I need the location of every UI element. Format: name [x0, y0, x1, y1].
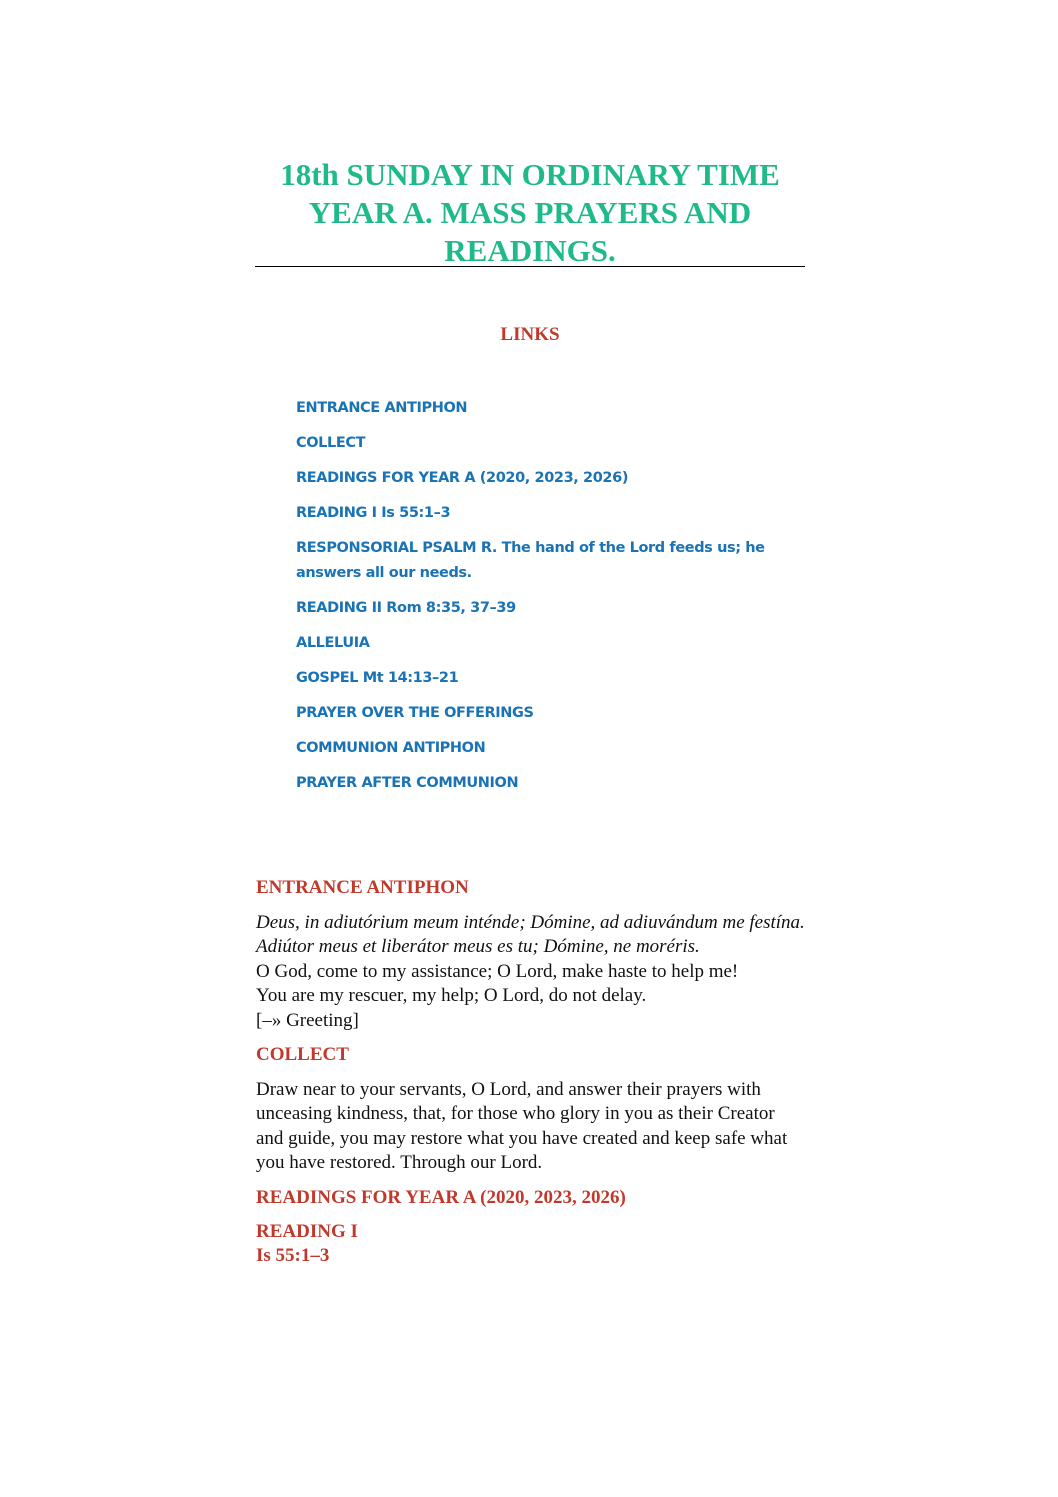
list-item: [296, 596, 796, 621]
link-reading-1[interactable]: READING I Is 55:1–3: [296, 505, 451, 521]
list-item: [296, 466, 796, 491]
reading-1-reference: Is 55:1–3: [256, 1245, 330, 1266]
collect-text: Draw near to your servants, O Lord, and answer their prayers with unceasing kindness, that, for those who glory in you as their Creator and guide, you may restore what you have created and keep safe what you have restored. Through our Lord.: [256, 1078, 788, 1173]
document-body: [256, 876, 806, 1278]
links-heading: LINKS: [500, 324, 560, 345]
list-item: [296, 536, 796, 586]
entrance-antiphon-text: [256, 911, 806, 1034]
list-item: [296, 736, 796, 761]
collect-heading: COLLECT: [256, 1044, 349, 1065]
latin-antiphon: Deus, in adiutórium meum inténde; Dómine, ad adiuvándum me festína. Adiútor meus et liberátor meus es tu; Dómine, ne moréris.: [256, 911, 805, 957]
link-communion-antiphon[interactable]: COMMUNION ANTIPHON: [296, 740, 486, 756]
readings-heading: READINGS FOR YEAR A (2020, 2023, 2026): [256, 1186, 626, 1208]
list-item: [296, 396, 796, 421]
english-antiphon-line-2: You are my rescuer, my help; O Lord, do not delay.: [256, 985, 647, 1006]
page-title: 18th SUNDAY IN ORDINARY TIME YEAR A. MASS PRAYERS AND READINGS.: [280, 157, 780, 268]
links-list: [296, 396, 796, 806]
link-readings-year-a[interactable]: READINGS FOR YEAR A (2020, 2023, 2026): [296, 470, 629, 486]
list-item: [296, 631, 796, 656]
link-prayer-over-offerings[interactable]: PRAYER OVER THE OFFERINGS: [296, 705, 534, 721]
reading-1-title: READING I: [256, 1221, 358, 1242]
list-item: [296, 431, 796, 456]
list-item: [296, 771, 796, 796]
link-alleluia[interactable]: ALLELUIA: [296, 635, 370, 651]
link-responsorial-psalm[interactable]: RESPONSORIAL PSALM R. The hand of the Lord feeds us; he answers all our needs.: [296, 540, 765, 581]
link-entrance-antiphon[interactable]: ENTRANCE ANTIPHON: [296, 400, 468, 416]
entrance-antiphon-heading: ENTRANCE ANTIPHON: [256, 877, 469, 898]
link-collect[interactable]: COLLECT: [296, 435, 366, 451]
greeting-crossref-link[interactable]: [–» Greeting]: [256, 1009, 359, 1031]
link-gospel[interactable]: GOSPEL Mt 14:13–21: [296, 670, 459, 686]
list-item: [296, 701, 796, 726]
link-prayer-after-communion[interactable]: PRAYER AFTER COMMUNION: [296, 775, 519, 791]
list-item: [296, 666, 796, 691]
list-item: [296, 501, 796, 526]
english-antiphon-line-1: O God, come to my assistance; O Lord, make haste to help me!: [256, 960, 739, 982]
link-reading-2[interactable]: READING II Rom 8:35, 37–39: [296, 600, 516, 616]
reading-1-heading: [256, 1220, 806, 1268]
title-divider: [255, 266, 805, 267]
